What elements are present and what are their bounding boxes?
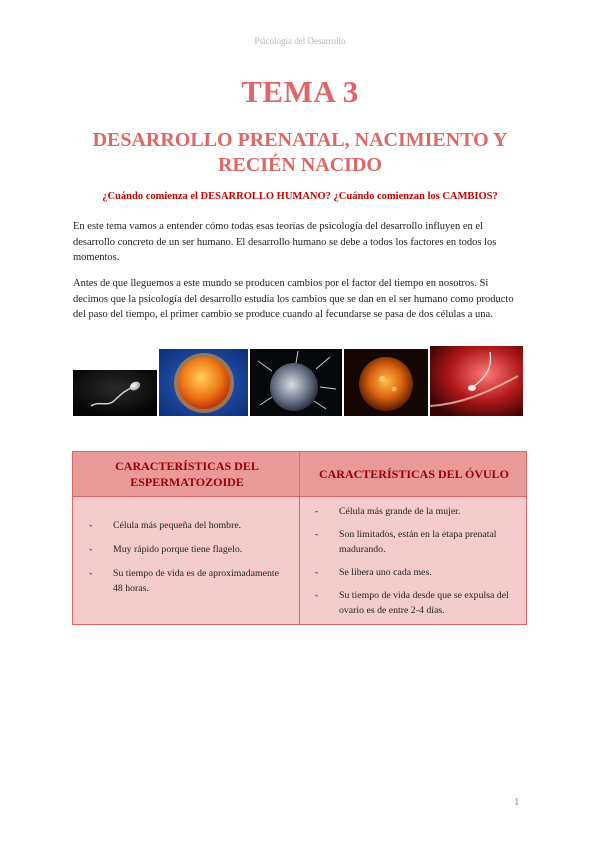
list-item-text: Su tiempo de vida desde que se expulsa del ovario es de entre 2-4 días.: [339, 590, 509, 616]
list-item: [89, 542, 289, 557]
list-item-text: Muy rápido porque tiene flagelo.: [113, 544, 243, 555]
list-item: [89, 518, 289, 533]
sperm-column-header: CARACTERÍSTICAS DEL ESPERMATOZOIDE: [115, 459, 259, 489]
list-item-text: Célula más pequeña del hombre.: [113, 520, 242, 531]
intro-paragraph: En este tema vamos a entender cómo todas esas teorías de psicología del desarrollo influyen en el desarrollo concreto de un ser humano. El desarrollo humano se debe a todos los factores en todos los momentos.: [73, 221, 497, 263]
ovum-blue-image: [159, 349, 248, 416]
bullet: -: [315, 567, 319, 578]
guiding-question: ¿Cuándo comienza el DESARROLLO HUMANO? ¿Cuándo comienzan los CAMBIOS?: [102, 191, 498, 202]
fertilization-paragraph: Antes de que lleguemos a este mundo se producen cambios por el factor del tiempo en nosotros. Si decimos que la psicología del desarrollo estudia los cambios que se dan en el ser humano como producto del paso del tiempo, el primer cambio se produce cuando al fecundarse se pasa de dos células a una.: [73, 278, 514, 320]
bullet: -: [89, 544, 93, 555]
orange-cell-image: [344, 349, 428, 416]
bullet: -: [315, 590, 319, 601]
list-item: [315, 504, 520, 519]
characteristics-table: [72, 451, 527, 625]
image-strip: [0, 346, 600, 418]
list-item-text: Se libera uno cada mes.: [339, 567, 432, 578]
bullet: -: [315, 506, 319, 517]
list-item-text: Son limitados, están en la etapa prenatal madurando.: [339, 529, 497, 555]
sperm-image: [73, 370, 157, 416]
ovum-column-header: CARACTERÍSTICAS DEL ÓVULO: [318, 467, 510, 481]
page-title: TEMA 3: [241, 74, 359, 109]
bullet: -: [89, 568, 93, 579]
running-header: Psicología del Desarrollo: [254, 36, 346, 46]
list-item-text: Célula más grande de la mujer.: [339, 506, 461, 517]
column-divider: [299, 452, 300, 624]
list-item: [315, 565, 520, 580]
list-item: [89, 566, 289, 596]
list-item: [315, 588, 520, 618]
sperm-characteristics-list: [89, 518, 289, 605]
fertilization-image: [250, 349, 342, 416]
list-item-text: Su tiempo de vida es de aproximadamente 48 horas.: [113, 568, 279, 594]
page-number: 1: [514, 796, 520, 808]
sperm-entering-ovum-image: [430, 346, 523, 416]
page-subtitle: DESARROLLO PRENATAL, NACIMIENTO Y RECIÉN NACIDO: [92, 129, 508, 176]
bullet: -: [315, 529, 319, 540]
bullet: -: [89, 520, 93, 531]
ovum-characteristics-list: [315, 504, 520, 626]
list-item: [315, 527, 520, 557]
